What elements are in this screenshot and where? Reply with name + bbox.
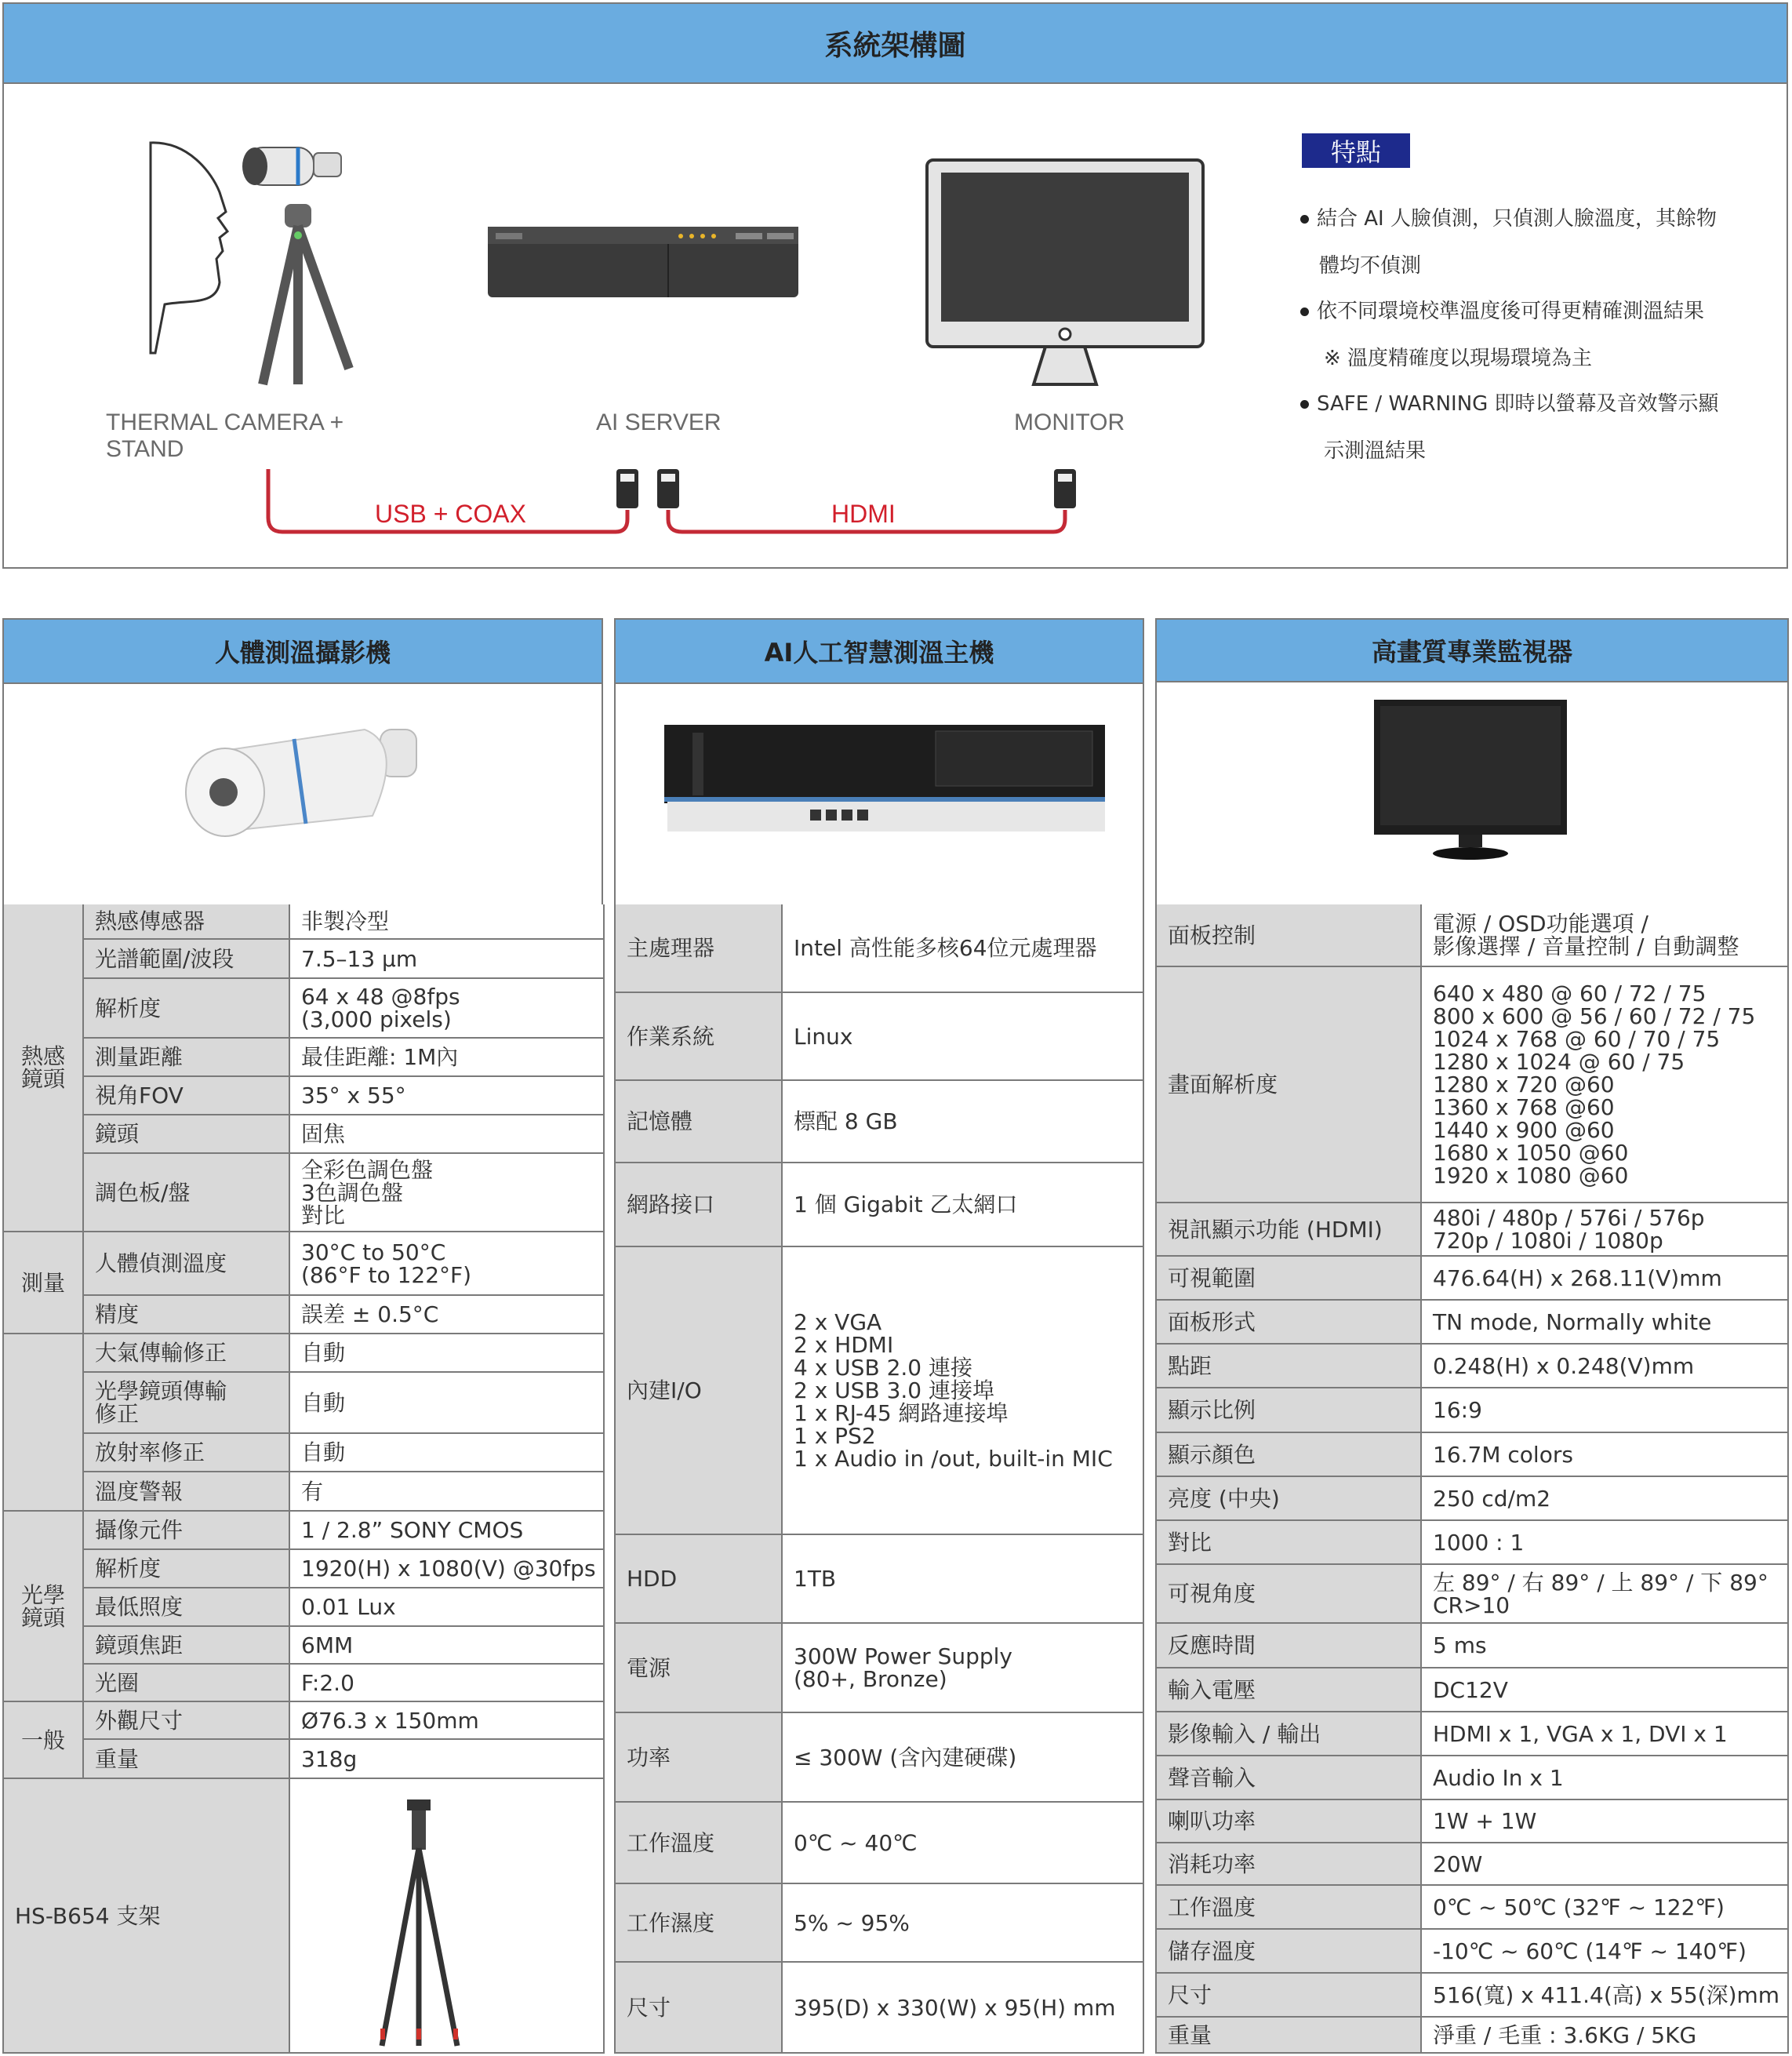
- feature-2-note: ※ 溫度精確度以現場環境為主: [1324, 347, 1593, 370]
- server-spec-panel: [614, 618, 1144, 2054]
- group-thermal-lens: 熱感 鏡頭: [4, 904, 84, 1232]
- camera-row-value: 35° x 55°: [290, 1077, 605, 1115]
- monitor-row-value: 5 ms: [1422, 1624, 1789, 1668]
- camera-row-label: 測量距離: [84, 1039, 290, 1077]
- camera-row-label: 解析度: [84, 1550, 290, 1588]
- lcd-monitor-photo: [1372, 698, 1568, 863]
- monitor-row-label: 儲存溫度: [1157, 1930, 1422, 1974]
- camera-row-value: 0.01 Lux: [290, 1588, 605, 1627]
- camera-row-label: 最低照度: [84, 1588, 290, 1627]
- monitor-row-label: 輸入電壓: [1157, 1668, 1422, 1712]
- monitor-row-label: 反應時間: [1157, 1624, 1422, 1668]
- monitor-row-value: 20W: [1422, 1843, 1789, 1886]
- features-tag: 特點: [1302, 133, 1410, 168]
- camera-row-value: 318g: [290, 1740, 605, 1779]
- camera-row-value: 64 x 48 @8fps (3,000 pixels): [290, 979, 605, 1039]
- monitor-row-value: TN mode, Normally white: [1422, 1301, 1789, 1345]
- group-optical-lens: 光學 鏡頭: [4, 1512, 84, 1702]
- monitor-table-title: 高畫質專業監視器: [1157, 620, 1787, 682]
- group-general: 一般: [4, 1702, 84, 1779]
- camera-row-label: 視角FOV: [84, 1077, 290, 1115]
- camera-row-value: 有: [290, 1472, 605, 1512]
- architecture-title: 系統架構圖: [4, 4, 1787, 84]
- monitor-row-value: 淨重 / 毛重 : 3.6KG / 5KG: [1422, 2018, 1789, 2054]
- monitor-row-label: 亮度 (中央): [1157, 1477, 1422, 1521]
- server-row-value: 標配 8 GB: [783, 1081, 1144, 1163]
- camera-row-label: 鏡頭焦距: [84, 1627, 290, 1665]
- monitor-row-value: HDMI x 1, VGA x 1, DVI x 1: [1422, 1712, 1789, 1756]
- camera-row-label: 放射率修正: [84, 1434, 290, 1472]
- monitor-row-value: 476.64(H) x 268.11(V)mm: [1422, 1257, 1789, 1301]
- feature-3: SAFE / WARNING 即時以螢幕及音效警示顯: [1300, 388, 1719, 417]
- server-row-value: 300W Power Supply (80+, Bronze): [783, 1624, 1144, 1713]
- camera-row-label: 調色板/盤: [84, 1154, 290, 1232]
- monitor-spec-panel: [1155, 618, 1789, 2054]
- monitor-row-label: 顯示顏色: [1157, 1433, 1422, 1477]
- monitor-row-label: 聲音輸入: [1157, 1756, 1422, 1800]
- group-measurement: 測量: [4, 1232, 84, 1334]
- camera-row-value: Ø76.3 x 150mm: [290, 1702, 605, 1740]
- server-row-value: 1TB: [783, 1535, 1144, 1624]
- monitor-row-value: 16:9: [1422, 1388, 1789, 1433]
- monitor-row-value: 左 89° / 右 89° / 上 89° / 下 89° CR>10: [1422, 1565, 1789, 1624]
- camera-row-value: 自動: [290, 1334, 605, 1373]
- thermal-camera-stand-illustration: [141, 126, 376, 392]
- camera-row-value: 自動: [290, 1373, 605, 1434]
- monitor-row-value: -10℃ ~ 60℃ (14℉ ~ 140℉): [1422, 1930, 1789, 1974]
- monitor-row-value: 640 x 480 @ 60 / 72 / 75 800 x 600 @ 56 / 60 / 72 / 75 1024 x 768 @ 60 / 70 / 75 1280 x 1024 @ 60 / 75 1280 x 720 @60 1360 x 768 @60 1440 x 900 @60 1680 x 1050 @60 1920 x 1080 @60: [1422, 967, 1789, 1203]
- camera-caption: THERMAL CAMERA + STAND: [106, 409, 344, 462]
- monitor-illustration: [924, 157, 1206, 392]
- camera-row-label: 解析度: [84, 979, 290, 1039]
- monitor-row-label: 可視角度: [1157, 1565, 1422, 1624]
- camera-row-value: 全彩色調色盤 3色調色盤 對比: [290, 1154, 605, 1232]
- camera-table-title: 人體測溫攝影機: [4, 620, 602, 684]
- monitor-row-value: 250 cd/m2: [1422, 1477, 1789, 1521]
- monitor-row-label: 點距: [1157, 1345, 1422, 1388]
- server-row-label: 功率: [616, 1713, 783, 1803]
- monitor-row-value: 1W + 1W: [1422, 1800, 1789, 1843]
- hdmi-label: HDMI: [831, 500, 896, 528]
- monitor-row-value: 0℃ ~ 50℃ (32℉ ~ 122℉): [1422, 1886, 1789, 1930]
- camera-row-label: 鏡頭: [84, 1115, 290, 1154]
- monitor-row-label: 畫面解析度: [1157, 967, 1422, 1203]
- monitor-row-value: 電源 / OSD功能選項 / 影像選擇 / 音量控制 / 自動調整: [1422, 904, 1789, 967]
- server-row-label: 記憶體: [616, 1081, 783, 1163]
- monitor-row-label: 對比: [1157, 1521, 1422, 1565]
- monitor-row-label: 視訊顯示功能 (HDMI): [1157, 1203, 1422, 1257]
- monitor-row-label: 可視範圍: [1157, 1257, 1422, 1301]
- server-table-title: AI人工智慧測溫主機: [616, 620, 1143, 684]
- server-tower-photo: [661, 722, 1108, 839]
- server-row-label: 主處理器: [616, 904, 783, 993]
- server-row-label: 尺寸: [616, 1963, 783, 2054]
- camera-row-label: 精度: [84, 1296, 290, 1334]
- camera-row-label: 大氣傳輸修正: [84, 1334, 290, 1373]
- server-row-label: 電源: [616, 1624, 783, 1713]
- camera-row-label: 光學鏡頭傳輸 修正: [84, 1373, 290, 1434]
- usb-coax-label: USB + COAX: [375, 500, 526, 528]
- server-row-label: 網路接口: [616, 1163, 783, 1247]
- monitor-row-value: 1000 : 1: [1422, 1521, 1789, 1565]
- camera-row-value: 7.5–13 μm: [290, 940, 605, 979]
- camera-row-label: 人體偵測溫度: [84, 1232, 290, 1296]
- camera-row-value: 30°C to 50°C (86°F to 122°F): [290, 1232, 605, 1296]
- monitor-row-label: 影像輸入 / 輸出: [1157, 1712, 1422, 1756]
- camera-row-label: 重量: [84, 1740, 290, 1779]
- feature-3-cont: 示測溫結果: [1324, 439, 1427, 463]
- camera-row-value: 誤差 ± 0.5°C: [290, 1296, 605, 1334]
- ai-server-illustration: [486, 224, 800, 302]
- camera-row-value: 最佳距離: 1M內: [290, 1039, 605, 1077]
- camera-row-value: 固焦: [290, 1115, 605, 1154]
- camera-row-label: 光圈: [84, 1665, 290, 1702]
- monitor-row-label: 面板控制: [1157, 904, 1422, 967]
- monitor-row-label: 尺寸: [1157, 1974, 1422, 2018]
- server-row-label: 工作濕度: [616, 1884, 783, 1963]
- server-row-value: ≤ 300W (含內建硬碟): [783, 1713, 1144, 1803]
- server-row-label: 作業系統: [616, 993, 783, 1081]
- tripod-stand-photo: [373, 1796, 467, 2052]
- monitor-row-value: DC12V: [1422, 1668, 1789, 1712]
- server-row-value: 1 個 Gigabit 乙太網口: [783, 1163, 1144, 1247]
- monitor-row-label: 重量: [1157, 2018, 1422, 2054]
- camera-row-label: 攝像元件: [84, 1512, 290, 1550]
- camera-row-label: 溫度警報: [84, 1472, 290, 1512]
- server-row-value: 5% ~ 95%: [783, 1884, 1144, 1963]
- camera-row-value: 非製冷型: [290, 904, 605, 940]
- monitor-row-label: 消耗功率: [1157, 1843, 1422, 1886]
- feature-1-cont: 體均不偵測: [1319, 254, 1422, 278]
- monitor-row-label: 工作溫度: [1157, 1886, 1422, 1930]
- monitor-row-label: 顯示比例: [1157, 1388, 1422, 1433]
- server-row-label: 工作溫度: [616, 1803, 783, 1884]
- monitor-caption: MONITOR: [1014, 409, 1125, 435]
- server-row-value: 2 x VGA 2 x HDMI 4 x USB 2.0 連接 2 x USB 3.0 連接埠 1 x RJ-45 網路連接埠 1 x PS2 1 x Audio in /out, built-in MIC: [783, 1247, 1144, 1535]
- monitor-row-value: 516(寬) x 411.4(高) x 55(深)mm: [1422, 1974, 1789, 2018]
- camera-row-value: 自動: [290, 1434, 605, 1472]
- camera-row-value: 1920(H) x 1080(V) @30fps: [290, 1550, 605, 1588]
- server-row-value: 0℃ ~ 40℃: [783, 1803, 1144, 1884]
- monitor-row-value: 0.248(H) x 0.248(V)mm: [1422, 1345, 1789, 1388]
- feature-1: 結合 AI 人臉偵測，只偵測人臉溫度，其餘物: [1300, 202, 1717, 231]
- camera-row-value: F:2.0: [290, 1665, 605, 1702]
- feature-2: 依不同環境校準溫度後可得更精確測溫結果: [1300, 295, 1704, 324]
- server-row-label: HDD: [616, 1535, 783, 1624]
- server-row-value: Intel 高性能多核64位元處理器: [783, 904, 1144, 993]
- server-caption: AI SERVER: [596, 409, 722, 435]
- monitor-row-value: 16.7M colors: [1422, 1433, 1789, 1477]
- camera-row-label: 外觀尺寸: [84, 1702, 290, 1740]
- monitor-row-label: 面板形式: [1157, 1301, 1422, 1345]
- camera-row-label: 光譜範圍/波段: [84, 940, 290, 979]
- server-row-label: 內建I/O: [616, 1247, 783, 1535]
- monitor-row-label: 喇叭功率: [1157, 1800, 1422, 1843]
- server-row-value: 395(D) x 330(W) x 95(H) mm: [783, 1963, 1144, 2054]
- stand-label: HS-B654 支架: [4, 1779, 290, 2054]
- bullet-camera-photo: [176, 698, 427, 855]
- camera-row-value: 1 / 2.8” SONY CMOS: [290, 1512, 605, 1550]
- monitor-row-value: 480i / 480p / 576i / 576p 720p / 1080i / 1080p: [1422, 1203, 1789, 1257]
- camera-row-value: 6MM: [290, 1627, 605, 1665]
- monitor-row-value: Audio In x 1: [1422, 1756, 1789, 1800]
- camera-spec-panel: [2, 618, 603, 2054]
- group-blank: [4, 1334, 84, 1512]
- camera-row-label: 熱感傳感器: [84, 904, 290, 940]
- server-row-value: Linux: [783, 993, 1144, 1081]
